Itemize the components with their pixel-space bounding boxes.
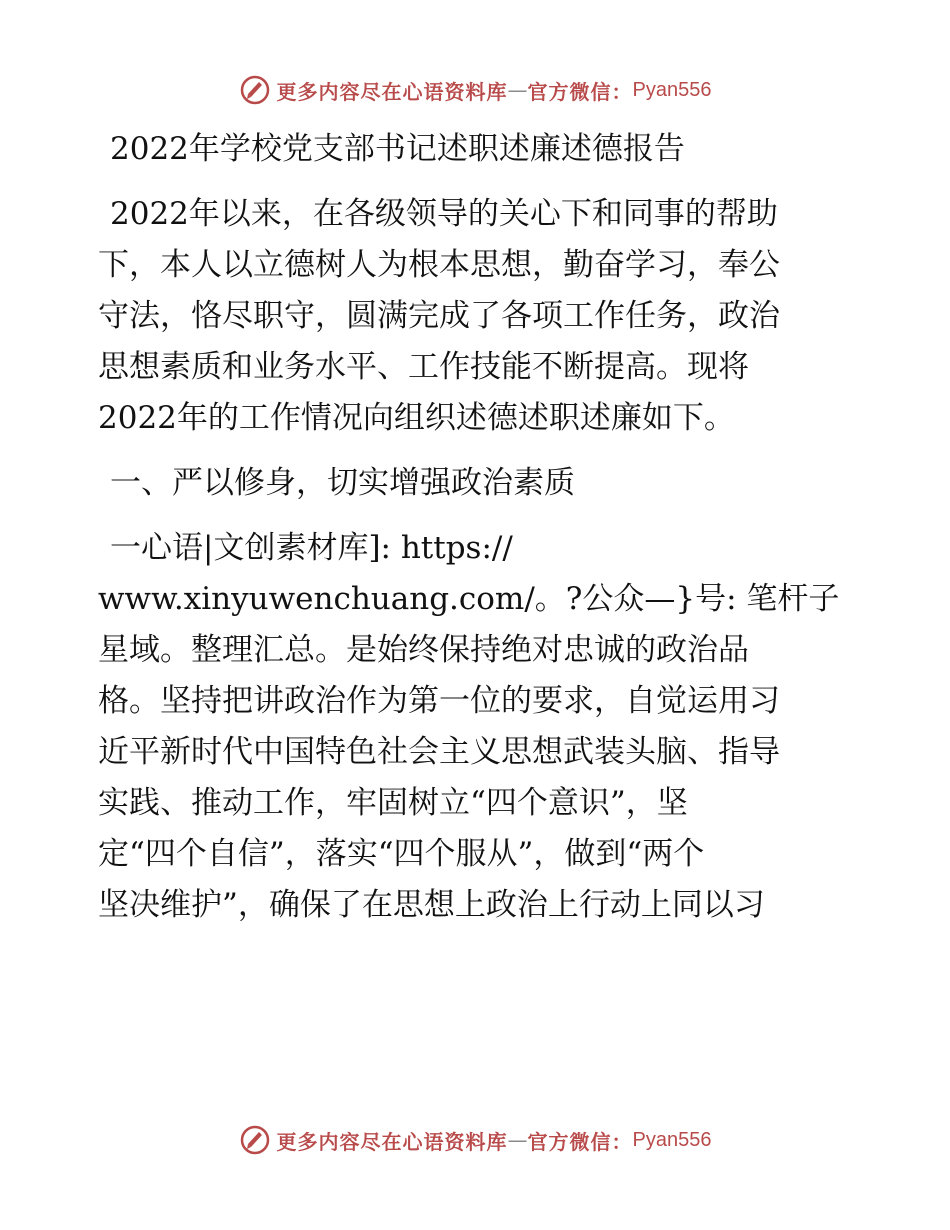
banner-separator: —	[507, 78, 528, 102]
paragraph-line: 思想素质和业务水平、工作技能不断提高。现将	[98, 349, 749, 385]
section-heading: 一、严以修身，切实增强政治素质	[110, 465, 575, 501]
paragraph-intro	[98, 189, 858, 444]
document-title: 2022年学校党支部书记述职述廉述德报告	[110, 131, 685, 167]
header-watermark-banner	[0, 70, 950, 110]
banner-wechat-id: Pyan556	[632, 1128, 712, 1151]
paragraph-line: 实践、推动工作，牢固树立“四个意识”，坚	[98, 785, 688, 821]
paragraph-line: 格。坚持把讲政治作为第一位的要求，自觉运用习	[98, 683, 780, 719]
paragraph-line: 下，本人以立德树人为根本思想，勤奋学习，奉公	[98, 247, 780, 283]
brand-logo-icon	[239, 74, 271, 106]
banner-separator: —	[507, 1128, 528, 1152]
paragraph-line: 2022年的工作情况向组织述德述职述廉如下。	[98, 400, 735, 436]
paragraph-line: www.xinyuwenchuang.com/。?公众—}号: 笔杆子	[98, 581, 840, 617]
paragraph-line: 定“四个自信”，落实“四个服从”，做到“两个	[98, 836, 705, 872]
paragraph-section-one	[98, 523, 858, 931]
paragraph-line: 2022年以来，在各级领导的关心下和同事的帮助	[110, 196, 778, 232]
banner-site-text: 更多内容尽在心语资料库	[276, 1129, 508, 1154]
paragraph-line: 守法，恪尽职守，圆满完成了各项工作任务，政治	[98, 298, 780, 334]
banner-wechat-label: 官方微信：	[527, 79, 633, 104]
paragraph-line: 一心语|文创素材库]: https://	[110, 530, 513, 566]
banner-site-text: 更多内容尽在心语资料库	[276, 79, 508, 104]
paragraph-line: 坚决维护”，确保了在思想上政治上行动上同以习	[98, 887, 765, 923]
banner-wechat-label: 官方微信：	[527, 1129, 633, 1154]
brand-logo-icon	[239, 1124, 271, 1156]
footer-watermark-banner	[0, 1120, 950, 1160]
paragraph-line: 近平新时代中国特色社会主义思想武装头脑、指导	[98, 734, 780, 770]
document-body	[98, 124, 858, 931]
paragraph-line: 星域。整理汇总。是始终保持绝对忠诚的政治品	[98, 632, 749, 668]
banner-wechat-id: Pyan556	[632, 78, 712, 101]
